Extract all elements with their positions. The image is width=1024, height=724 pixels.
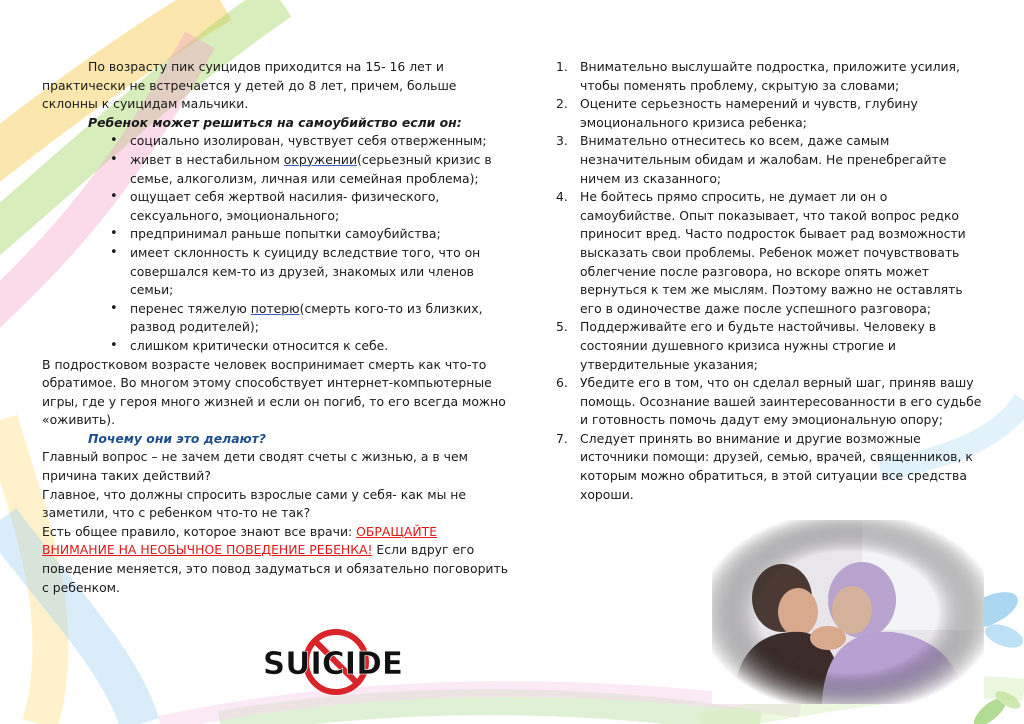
list-item: • живет в нестабильном окружении(серьезный кризис в семье, алкоголизм, личная или семейная проблема); <box>130 151 512 188</box>
list-item: 7. Следует принять во внимание и другие возможные источники помощи: друзей, семью, врачей, священников, к которым можно обратиться, в этой ситуации все средства хороши. <box>556 430 973 502</box>
intro-paragraph: По возрасту пик суицидов приходится на 15- 16 лет и практически не встречается у детей до 8 лет, причем, больше склонны к суицидам мальчики. <box>42 59 457 112</box>
no-suicide-logo <box>258 628 408 700</box>
adults-question-paragraph: Главное, что должны спросить взрослые сами у себя- как мы не заметили, что с ребенком что-то не так? <box>42 486 467 521</box>
main-question-paragraph: Главный вопрос – не зачем дети сводят счеты с жизнью, а в чем причина таких действий? <box>42 449 468 484</box>
doctors-rule-paragraph: Есть общее правило, которое знают все врачи: ОБРАЩАЙТЕ ВНИМАНИЕ НА НЕОБЫЧНОЕ ПОВЕДЕНИЕ РЕБЕНКА! Если вдруг его поведение меняется, это повод задуматься и обязательно поговорить с ребенком. <box>42 523 509 595</box>
list-item: • имеет склонность к суициду вследствие того, что он совершался кем-то из друзей, знакомых или членов семьи; <box>130 244 512 300</box>
list-item: 6. Убедите его в том, что он сделал верный шаг, приняв вашу помощь. Осознание вашей заинтересованности в его судьбе и готовность помочь дадут ему эмоциональную опору; <box>556 375 982 428</box>
left-column <box>42 58 512 597</box>
why-question-heading: Почему они это делают? <box>88 430 266 446</box>
list-item: 3. Внимательно отнеситесь ко всем, даже самым незначительным обидам и жалобам. Не пренебрегайте ничем из сказанного; <box>556 133 947 186</box>
list-item: • слишком критически относится к себе. <box>130 337 512 356</box>
risk-subheading: Ребенок может решиться на самоубийство если он: <box>88 114 462 130</box>
list-item: • ощущает себя жертвой насилия- физического, сексуального, эмоционального; <box>130 188 512 225</box>
list-item: 5. Поддерживайте его и будьте настойчивы. Человеку в состоянии душевного кризиса нужны строгие и утвердительные указания; <box>556 319 937 372</box>
warning-text: ОБРАЩАЙТЕ ВНИМАНИЕ НА НЕОБЫЧНОЕ ПОВЕДЕНИЕ РЕБЕНКА! <box>42 523 438 558</box>
advice-list <box>556 58 986 504</box>
right-column <box>556 58 986 504</box>
risk-factor-list <box>42 132 512 355</box>
list-item: 1. Внимательно выслушайте подростка, приложите усилия, чтобы поменять проблему, скрытую за словами; <box>556 59 960 93</box>
list-item: 2. Оцените серьезность намерений и чувств, глубину эмоционального кризиса ребенка; <box>556 96 918 130</box>
list-item: • предпринимал раньше попытки самоубийства; <box>130 225 512 244</box>
list-item: 4. Не бойтесь прямо спросить, не думает ли он о самоубийстве. Опыт показывает, что такой вопрос редко приносит вред. Часто подросток бывает рад возможности высказать свои проблемы. Ребенок может почувствовать облегчение после разговора, но вскоре опять может вернуться к тем же мыслям. Поэтому важно не оставлять его в одиночестве даже после успешного разговора; <box>556 189 966 316</box>
list-item: • социально изолирован, чувствует себя отверженным; <box>130 132 512 151</box>
death-perception-paragraph: В подростковом возрасте человек воспринимает смерть как что-то обратимое. Во многом этому способствует интернет-компьютерные игры, где у героя много жизней и если он погиб, то его всегда можно «оживить). <box>42 356 506 428</box>
spellcheck-word: окружении <box>283 151 358 167</box>
spellcheck-word: потерю <box>250 300 300 316</box>
logo-text: SUICIDE <box>262 646 404 682</box>
photo-mother-daughter <box>712 520 984 704</box>
list-item: • перенес тяжелую потерю(смерть кого-то из близких, развод родителей); <box>130 300 512 337</box>
